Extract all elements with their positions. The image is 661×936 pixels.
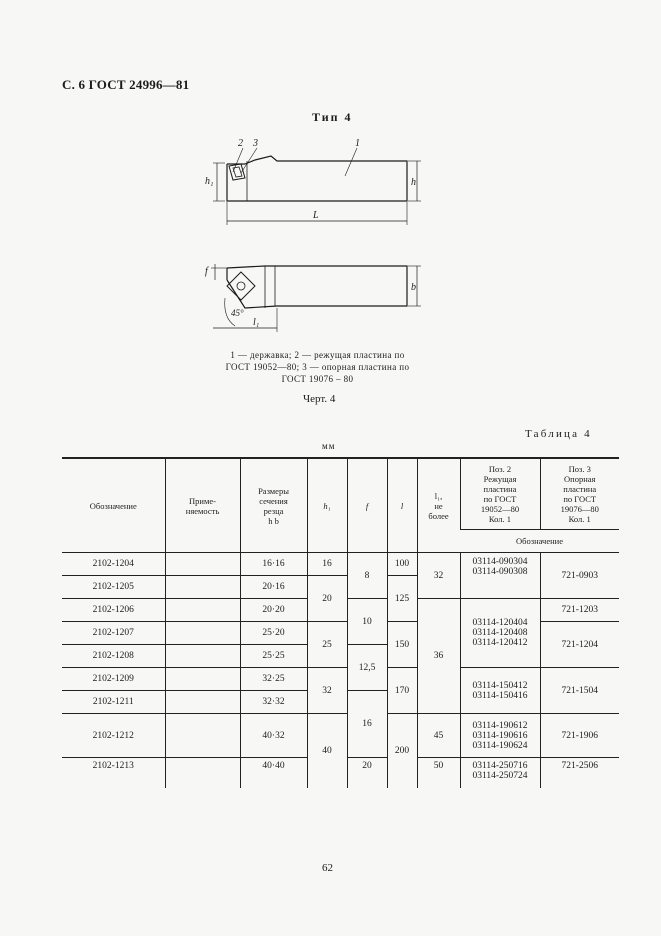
row-size: 40·40 bbox=[240, 758, 307, 788]
row-applicability bbox=[165, 622, 240, 645]
row-applicability bbox=[165, 758, 240, 788]
row-size: 25·20 bbox=[240, 622, 307, 645]
callout-3: 3 bbox=[253, 138, 258, 149]
dim-l: L bbox=[313, 210, 319, 221]
l-value: 150 bbox=[387, 622, 417, 668]
row-applicability bbox=[165, 553, 240, 576]
dim-angle: 45° bbox=[231, 308, 244, 318]
dim-f: f bbox=[205, 266, 208, 277]
pos2-value: 03114-250716 03114-250724 bbox=[460, 758, 540, 788]
table-units: мм bbox=[322, 441, 336, 451]
dim-l1: l₁ bbox=[253, 317, 260, 328]
dim-h: h bbox=[411, 177, 416, 188]
row-size: 32·32 bbox=[240, 691, 307, 714]
data-table bbox=[62, 457, 619, 788]
row-size: 20·16 bbox=[240, 576, 307, 599]
col-oboznachenie: Обозначение bbox=[460, 530, 619, 553]
tool-drawing bbox=[195, 128, 445, 350]
l-value: 170 bbox=[387, 668, 417, 714]
callout-2: 2 bbox=[238, 138, 243, 149]
caption-line-2: ГОСТ 19052—80; 3 — опорная пластина по bbox=[225, 362, 410, 372]
f-value: 10 bbox=[347, 599, 387, 645]
table-title: Таблица 4 bbox=[525, 428, 592, 440]
dim-h1: h₁ bbox=[205, 176, 214, 187]
col-l1: l₁, не более bbox=[417, 458, 460, 553]
h1-value: 32 bbox=[307, 668, 347, 714]
row-code: 2102-1209 bbox=[62, 668, 165, 691]
l1-value: 45 bbox=[417, 714, 460, 758]
col-l: l bbox=[387, 458, 417, 553]
l1-value: 36 bbox=[417, 599, 460, 714]
col-designation: Обозначение bbox=[62, 458, 165, 553]
l-value: 200 bbox=[387, 714, 417, 788]
h1-value: 20 bbox=[307, 576, 347, 622]
col-pos2: Поз. 2 Режущая пластина по ГОСТ 19052—80 Кол. 1 bbox=[460, 458, 540, 530]
f-value: 12,5 bbox=[347, 645, 387, 691]
h1-value: 40 bbox=[307, 714, 347, 788]
row-code: 2102-1207 bbox=[62, 622, 165, 645]
row-code: 2102-1206 bbox=[62, 599, 165, 622]
pos2-value: 03114-150412 03114-150416 bbox=[460, 668, 540, 714]
pos3-value: 721-1203 bbox=[540, 599, 619, 622]
col-applicability: Приме- няемость bbox=[165, 458, 240, 553]
caption-line-1: 1 — державка; 2 — режущая пластина по bbox=[230, 350, 405, 360]
row-applicability bbox=[165, 645, 240, 668]
pos2-value: 03114-090304 03114-090308 bbox=[460, 553, 540, 599]
figure-number: Черт. 4 bbox=[303, 393, 336, 405]
row-code: 2102-1208 bbox=[62, 645, 165, 668]
callout-1: 1 bbox=[355, 138, 360, 149]
f-value: 16 bbox=[347, 691, 387, 758]
h1-value: 25 bbox=[307, 622, 347, 668]
row-applicability bbox=[165, 576, 240, 599]
l-value: 100 bbox=[387, 553, 417, 576]
row-code: 2102-1205 bbox=[62, 576, 165, 599]
pos2-value: 03114-120404 03114-120408 03114-120412 bbox=[460, 599, 540, 668]
row-size: 25·25 bbox=[240, 645, 307, 668]
col-pos3: Поз. 3 Опорная пластина по ГОСТ 19076—80 Кол. 1 bbox=[540, 458, 619, 530]
pos3-value: 721-1906 bbox=[540, 714, 619, 758]
row-size: 32·25 bbox=[240, 668, 307, 691]
f-value: 20 bbox=[347, 758, 387, 788]
pos3-value: 721-0903 bbox=[540, 553, 619, 599]
col-h1: h₁ bbox=[307, 458, 347, 553]
row-applicability bbox=[165, 599, 240, 622]
col-f: f bbox=[347, 458, 387, 553]
pos3-value: 721-1504 bbox=[540, 668, 619, 714]
figure-caption bbox=[205, 349, 430, 385]
row-applicability bbox=[165, 691, 240, 714]
col-section: Размеры сечения резца h b bbox=[240, 458, 307, 553]
l1-value: 32 bbox=[417, 553, 460, 599]
f-value: 8 bbox=[347, 553, 387, 599]
row-size: 40·32 bbox=[240, 714, 307, 758]
l1-value: 50 bbox=[417, 758, 460, 788]
row-size: 20·20 bbox=[240, 599, 307, 622]
caption-line-3: ГОСТ 19076 – 80 bbox=[281, 374, 354, 384]
h1-value: 16 bbox=[307, 553, 347, 576]
dim-b: b bbox=[411, 282, 416, 293]
pos2-value: 03114-190612 03114-190616 03114-190624 bbox=[460, 714, 540, 758]
row-applicability bbox=[165, 668, 240, 691]
row-code: 2102-1213 bbox=[62, 758, 165, 788]
l-value: 125 bbox=[387, 576, 417, 622]
row-code: 2102-1211 bbox=[62, 691, 165, 714]
figure-type-label: Тип 4 bbox=[312, 110, 353, 124]
row-code: 2102-1212 bbox=[62, 714, 165, 758]
holder-top-outline bbox=[227, 156, 407, 201]
page-header: С. 6 ГОСТ 24996—81 bbox=[62, 77, 190, 92]
row-size: 16·16 bbox=[240, 553, 307, 576]
pos3-value: 721-1204 bbox=[540, 622, 619, 668]
row-code: 2102-1204 bbox=[62, 553, 165, 576]
row-applicability bbox=[165, 714, 240, 758]
pos3-value: 721-2506 bbox=[540, 758, 619, 788]
page-number: 62 bbox=[322, 862, 333, 874]
